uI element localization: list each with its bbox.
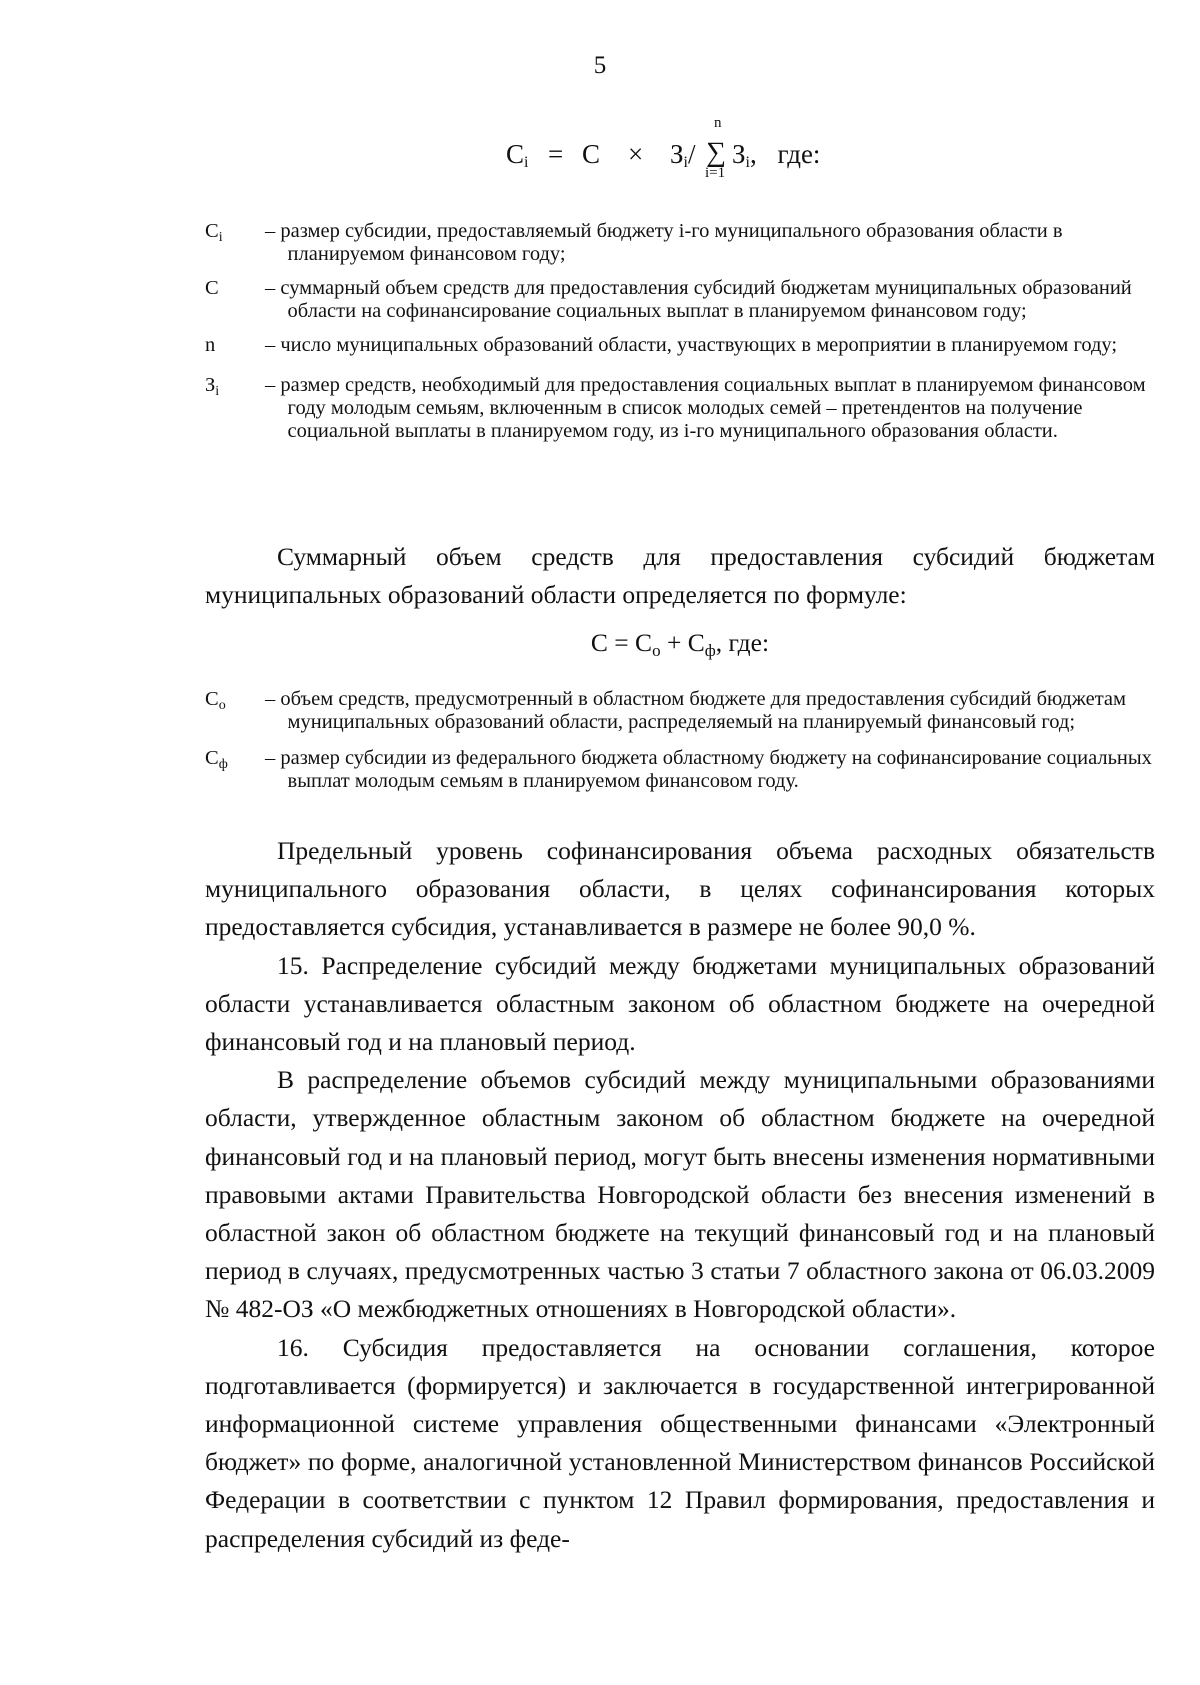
definition-text: – суммарный объем средств для предоставления субсидий бюджетам муниципальных образований области на софинансирование социальных выплат в планируемом финансовом году;	[265, 277, 1132, 322]
definition-text: – размер средств, необходимый для предоставления социальных выплат в планируемом финансовом году молодым семьям, включенным в список молодых семей – претендентов на получение социальной выплаты в планируемом году, из i-го муниципального образования области.	[265, 374, 1146, 442]
definition-text: – объем средств, предусмотренный в областном бюджете для предоставления субсидий бюджетам муниципальных образований области, распределяемый на планируемый финансовый год;	[265, 688, 1126, 733]
formula2-tail: , где:	[715, 628, 770, 657]
formula2-sub-f: ф	[704, 641, 716, 660]
formula-z2-sub: i	[745, 154, 750, 171]
definition-text: – размер субсидии из федерального бюджета областному бюджету на софинансирование социальных выплат молодым семьям в планируемом финансовом году.	[265, 747, 1152, 792]
sigma-symbol: ∑	[706, 137, 726, 168]
definition-text: – размер субсидии, предоставляемый бюджету i-го муниципального образования области в планируемом финансовом году;	[265, 220, 1063, 265]
formula2-plus: + C	[660, 628, 705, 657]
definition-item	[205, 220, 1165, 266]
paragraph-distribution-changes: В распределение объемов субсидий между муниципальными образованиями области, утвержденное областным законом об областном бюджете на очередной финансовый год и на плановый период, могут быть внесены изменения нормативными правовыми актами Правительства Новгородской области без внесения изменений в областной закон об областном бюджете на текущий финансовый год и на плановый период в случаях, предусмотренных частью 3 статьи 7 областного закона от 06.03.2009 № 482-ОЗ «О межбюджетных отношениях в Новгородской области».	[205, 1065, 1155, 1324]
definition-symbol: C	[205, 220, 219, 242]
formula-c: C	[582, 139, 601, 169]
definition-symbol: C	[205, 688, 219, 710]
definitions-list-2	[205, 688, 1165, 793]
paragraph-cofinancing-limit: Предельный уровень софинансирования объема расходных обязательств муниципального образования области, в целях софинансирования которых предоставляется субсидия, устанавливается в размере не более 90,0 %.	[205, 836, 1155, 942]
formula-lhs: C	[506, 139, 525, 169]
definition-item	[205, 277, 1165, 323]
formula-slash: /	[687, 139, 696, 169]
definition-symbol: C	[205, 277, 219, 299]
definition-item	[205, 688, 1165, 734]
formula-z-sub: i	[683, 154, 688, 171]
definitions-list-1	[205, 220, 1165, 443]
formula-tail: , где:	[749, 139, 821, 169]
definition-symbol-sub: i	[215, 384, 220, 399]
page-number: 5	[593, 52, 607, 79]
definition-symbol: n	[205, 334, 216, 356]
definition-symbol-sub: i	[218, 230, 223, 245]
definition-symbol-sub: о	[218, 698, 226, 713]
definition-item	[205, 747, 1165, 793]
paragraph-text: Суммарный объем средств для предоставления субсидий бюджетам муниципальных образований области определяется по формуле:	[205, 542, 1155, 610]
paragraph-summary	[205, 538, 1155, 614]
sigma-lower: i=1	[705, 165, 726, 181]
definition-symbol-sub: ф	[218, 757, 228, 772]
formula-lhs-sub: i	[524, 154, 529, 171]
definition-symbol: C	[205, 747, 219, 769]
formula-eq: =	[548, 139, 564, 169]
formula-z: З	[670, 139, 684, 169]
formula2-c: C = C	[590, 628, 653, 657]
definition-symbol: З	[205, 374, 216, 396]
definition-item	[205, 374, 1165, 443]
formula-z2: З	[732, 139, 746, 169]
formula-total-volume	[0, 628, 1200, 661]
formula2-sub-o: о	[652, 641, 661, 660]
definition-item	[205, 334, 1165, 363]
body-paragraphs	[205, 832, 1155, 1558]
paragraph-15: 15. Распределение субсидий между бюджетами муниципальных образований области устанавливается областным законом об областном бюджете на очередной финансовый год и на плановый период.	[205, 950, 1155, 1057]
formula-subsidy-share	[500, 115, 900, 185]
paragraph-16: 16. Субсидия предоставляется на основании соглашения, которое подготавливается (формируется) и заключается в государственной интегрированной информационной системе управления общественными финансами «Электронный бюджет» по форме, аналогичной установленной Министерством финансов Российской Федерации в соответствии с пунктом 12 Правил формирования, предоставления и распределения субсидий из феде-	[205, 1332, 1155, 1553]
sigma-upper: n	[714, 115, 722, 131]
definition-text: – число муниципальных образований области, участвующих в мероприятии в планируемом году;	[265, 334, 1118, 356]
formula-times: ×	[628, 139, 644, 169]
